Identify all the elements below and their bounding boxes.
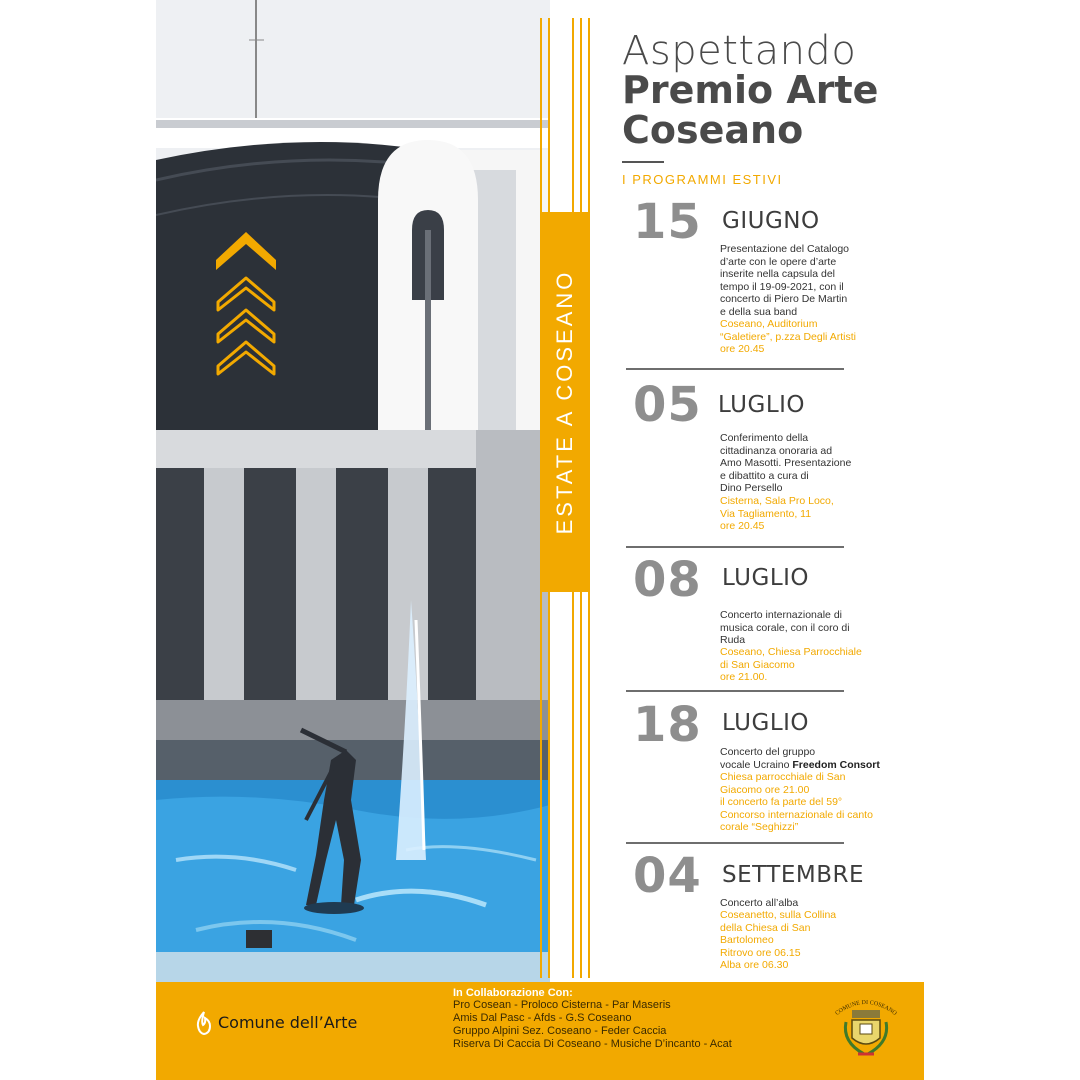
title-line-1: Aspettando bbox=[622, 28, 857, 74]
event-divider bbox=[626, 842, 844, 844]
building-fountain-photo bbox=[156, 0, 550, 982]
collaboration-line: Riserva Di Caccia Di Coseano - Musiche D’incanto - Acat bbox=[453, 1038, 732, 1050]
collaboration-line: Pro Cosean - Proloco Cisterna - Par Maseris bbox=[453, 999, 671, 1011]
event-location: Coseano, Auditorium “Galetiere”, p.zza Degli Artisti ore 20.45 bbox=[720, 318, 856, 355]
event-divider bbox=[626, 368, 844, 370]
event-description: Concerto internazionale di musica corale, con il coro di Ruda bbox=[720, 609, 850, 646]
event-divider bbox=[626, 546, 844, 548]
collaboration-line: Gruppo Alpini Sez. Coseano - Feder Caccia bbox=[453, 1025, 667, 1037]
event-month: LUGLIO bbox=[722, 710, 810, 736]
event-day: 04 bbox=[633, 848, 702, 904]
performer-name: Freedom Consort bbox=[792, 758, 880, 771]
season-banner-label: ESTATE A COSEANO bbox=[552, 269, 577, 535]
seal-text: COMUNE DI COSEANO bbox=[834, 999, 898, 1017]
event-description: Presentazione del Catalogo d’arte con le opere d’arte inserite nella capsula del tempo il 19-09-2021, con il concerto di Piero De Martin e della sua band bbox=[720, 243, 850, 318]
event-month: LUGLIO bbox=[722, 565, 810, 591]
event-day: 18 bbox=[633, 697, 702, 753]
flame-logo-icon bbox=[193, 1010, 215, 1036]
program-subtitle: I PROGRAMMI ESTIVI bbox=[622, 172, 783, 187]
brand-name: Comune dell’Arte bbox=[218, 1013, 358, 1032]
title-divider bbox=[622, 161, 664, 163]
event-day: 05 bbox=[633, 377, 702, 433]
event-month: LUGLIO bbox=[718, 392, 806, 418]
event-description: Conferimento della cittadinanza onoraria ad Amo Masotti. Presentazione e dibattito a cura di Dino Persello bbox=[720, 432, 852, 494]
chevron-up-icon bbox=[210, 222, 282, 390]
title-line-2: Premio Arte bbox=[622, 68, 879, 112]
event-location: Coseanetto, sulla Collina della Chiesa di San Bartolomeo Ritrovo ore 06.15 Alba ore 06.30 bbox=[720, 909, 837, 971]
event-divider bbox=[626, 690, 844, 692]
event-location: Coseano, Chiesa Parrocchiale di San Giacomo ore 21.00. bbox=[720, 646, 862, 683]
event-location: Cisterna, Sala Pro Loco, Via Tagliamento, 11 ore 20.45 bbox=[720, 495, 834, 532]
collaboration-title: In Collaborazione Con: bbox=[453, 987, 573, 999]
title-line-3: Coseano bbox=[622, 108, 804, 152]
event-month: SETTEMBRE bbox=[722, 862, 864, 888]
coat-of-arms-icon bbox=[828, 990, 904, 1066]
event-month: GIUGNO bbox=[722, 208, 820, 234]
collaboration-line: Amis Dal Pasc - Afds - G.S Coseano bbox=[453, 1012, 632, 1024]
event-description: Concerto all’alba bbox=[720, 897, 799, 909]
event-description: Concerto del gruppo vocale Ucraino Freedom Consort bbox=[720, 746, 880, 771]
photo-illustration bbox=[156, 0, 550, 982]
event-day: 15 bbox=[633, 194, 702, 250]
event-day: 08 bbox=[633, 552, 702, 608]
event-location: Chiesa parrocchiale di San Giacomo ore 21.00 il concerto fa parte del 59° Concorso internazionale di canto corale “Seghizzi” bbox=[720, 771, 873, 833]
